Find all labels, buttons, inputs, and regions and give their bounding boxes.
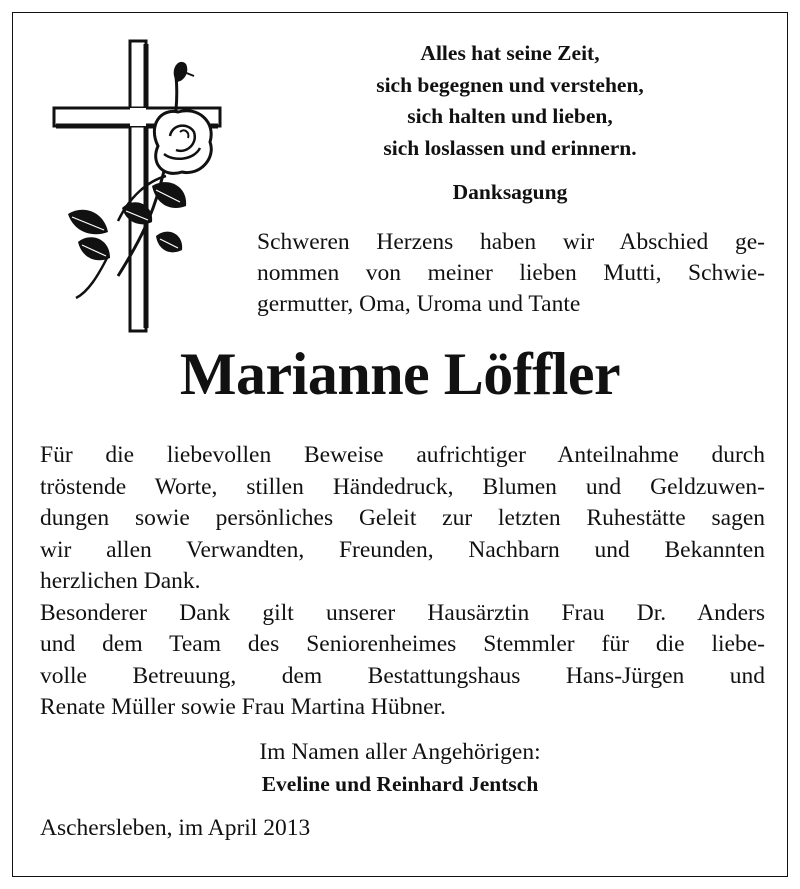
body-line: Renate Müller sowie Frau Martina Hübner. bbox=[40, 694, 446, 720]
poem bbox=[320, 38, 700, 164]
place-date: Aschersleben, im April 2013 bbox=[40, 815, 311, 841]
poem-line: sich halten und lieben, bbox=[407, 104, 613, 128]
body-line: herzlichen Dank. bbox=[40, 568, 201, 594]
body-line: und dem Team des Seniorenheimes Stemmler für die liebe- bbox=[40, 631, 765, 657]
cross-with-rose-icon bbox=[48, 36, 228, 336]
intro-line: nommen von meiner lieben Mutti, Schwie- bbox=[257, 260, 765, 286]
intro-line: germutter, Oma, Uroma und Tante bbox=[257, 291, 581, 317]
signature-names: Eveline und Reinhard Jentsch bbox=[261, 772, 539, 796]
heading-danksagung: Danksagung bbox=[452, 180, 568, 204]
body-line: tröstende Worte, stillen Händedruck, Blumen und Geldzuwen- bbox=[40, 473, 765, 500]
signature-block bbox=[0, 736, 800, 800]
poem-line: sich loslassen und erinnern. bbox=[383, 135, 637, 160]
body-line: dungen sowie persönliches Geleit zur letzten Ruhestätte sagen bbox=[40, 505, 765, 531]
poem-line: Alles hat seine Zeit, bbox=[420, 41, 600, 65]
poem-line: sich begegnen und verstehen, bbox=[376, 72, 644, 97]
intro-line: Schweren Herzens haben wir Abschied ge- bbox=[257, 229, 765, 255]
intro-text bbox=[257, 227, 765, 320]
deceased-name: Marianne Löffler bbox=[179, 341, 621, 407]
signature-intro: Im Namen aller Angehörigen: bbox=[259, 739, 541, 765]
body-line: volle Betreuung, dem Bestattungshaus Hans-Jürgen und bbox=[40, 662, 765, 689]
body-line: Für die liebevollen Beweise aufrichtiger Anteilnahme durch bbox=[40, 442, 765, 468]
thanks-text bbox=[40, 440, 765, 724]
body-line: wir allen Verwandten, Freunden, Nachbarn und Bekannten bbox=[40, 536, 765, 563]
body-line: Besonderer Dank gilt unserer Hausärztin Frau Dr. Anders bbox=[40, 599, 765, 626]
